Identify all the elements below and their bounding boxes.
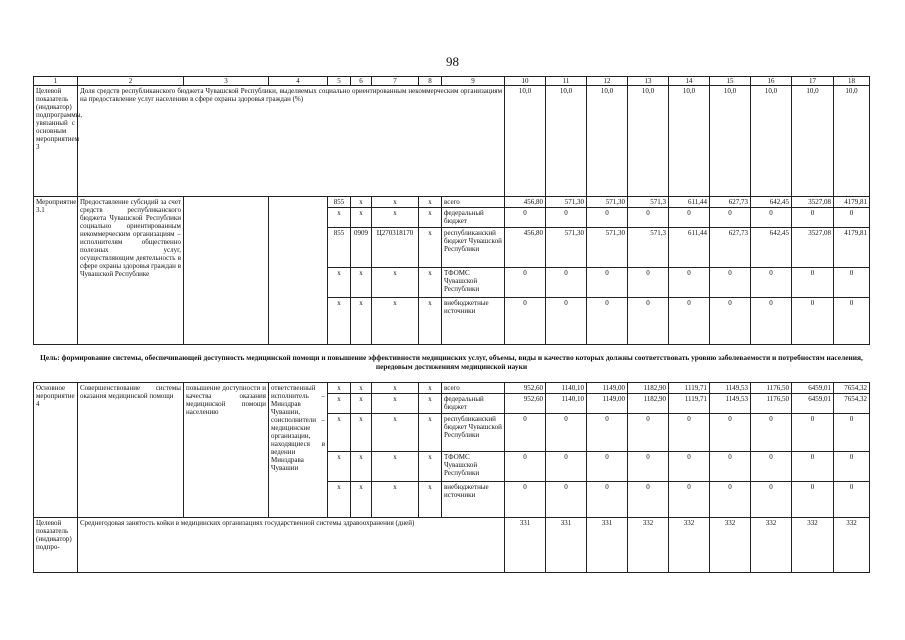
column-number: 1 xyxy=(34,77,78,86)
funding-value: 0 xyxy=(669,298,710,345)
column-number: 6 xyxy=(351,77,372,86)
indicator-value: 332 xyxy=(669,518,710,573)
funding-value: 1176,50 xyxy=(751,394,792,414)
funding-value: 6459,01 xyxy=(792,394,834,414)
funding-value: 1182,90 xyxy=(628,394,669,414)
budget-code: x xyxy=(351,394,372,414)
budget-code: x xyxy=(419,452,442,482)
funding-value: 7654,32 xyxy=(834,394,870,414)
budget-code: Ц270318170 xyxy=(372,228,419,268)
measure-description: Предоставление субсидий за счет средств республиканского бюджета Чувашской Республики социально ориентированным некоммерческим организациям – исполнителям общественно полезных услуг, осуществляющим деятельность в сфере охраны здоровья граждан в Чувашской Республике xyxy=(78,197,184,345)
funding-value: 0 xyxy=(587,452,628,482)
funding-value: 642,45 xyxy=(751,197,792,208)
funding-value: 6459,01 xyxy=(792,383,834,394)
budget-code: x xyxy=(419,228,442,268)
funding-value: 456,80 xyxy=(505,197,546,208)
funding-value: 627,73 xyxy=(710,197,751,208)
budget-code: x xyxy=(419,482,442,518)
indicator-description: Доля средств республиканского бюджета Чувашской Республики, выделяемых социально ориентированным некоммерческим организациям на предоставление услуг населению в сфере охраны здоровья граждан (%) xyxy=(78,86,505,197)
column-number: 17 xyxy=(792,77,834,86)
column-number: 13 xyxy=(628,77,669,86)
funding-value: 571,3 xyxy=(628,228,669,268)
budget-code: x xyxy=(372,383,419,394)
column-number: 8 xyxy=(419,77,442,86)
budget-code: 855 xyxy=(328,197,351,208)
column-number: 4 xyxy=(269,77,328,86)
indicator-value: 331 xyxy=(587,518,628,573)
funding-value: 0 xyxy=(792,482,834,518)
indicator-label: Целевой показатель (индикатор) подпро- xyxy=(34,518,78,573)
program-table-upper xyxy=(33,76,870,345)
column-number: 14 xyxy=(669,77,710,86)
funding-value: 0 xyxy=(505,298,546,345)
column-number: 15 xyxy=(710,77,751,86)
funding-value: 0 xyxy=(792,414,834,452)
funding-value: 0 xyxy=(751,452,792,482)
funding-value: 0 xyxy=(669,482,710,518)
funding-value: 952,60 xyxy=(505,383,546,394)
funding-value: 0 xyxy=(669,452,710,482)
funding-value: 571,3 xyxy=(628,197,669,208)
column-number: 9 xyxy=(442,77,505,86)
indicator-value: 331 xyxy=(546,518,587,573)
measure-label: Мероприятие 3.1 xyxy=(34,197,78,345)
budget-code: x xyxy=(372,452,419,482)
funding-source: федеральный бюджет xyxy=(442,208,505,228)
funding-value: 0 xyxy=(792,298,834,345)
funding-value: 0 xyxy=(669,414,710,452)
funding-value: 0 xyxy=(792,208,834,228)
funding-value: 0 xyxy=(710,298,751,345)
funding-value: 1182,90 xyxy=(628,383,669,394)
funding-source: внебюджетные источники xyxy=(442,298,505,345)
funding-value: 0 xyxy=(834,482,870,518)
funding-source: федеральный бюджет xyxy=(442,394,505,414)
indicator-value: 10,0 xyxy=(505,86,546,197)
funding-value: 0 xyxy=(587,414,628,452)
funding-source: всего xyxy=(442,383,505,394)
budget-code: x xyxy=(419,383,442,394)
column-number: 3 xyxy=(184,77,269,86)
indicator-value: 332 xyxy=(751,518,792,573)
funding-value: 7654,32 xyxy=(834,383,870,394)
budget-code: x xyxy=(372,298,419,345)
funding-value: 611,44 xyxy=(669,228,710,268)
budget-code: x xyxy=(419,298,442,345)
column-number: 7 xyxy=(372,77,419,86)
budget-code: x xyxy=(328,482,351,518)
funding-value: 0 xyxy=(792,268,834,298)
funding-value: 0 xyxy=(710,268,751,298)
column-number: 5 xyxy=(328,77,351,86)
funding-value: 4179,81 xyxy=(834,197,870,208)
funding-value: 0 xyxy=(546,482,587,518)
budget-code: x xyxy=(372,268,419,298)
measure-executor-cell xyxy=(269,197,328,345)
funding-value: 0 xyxy=(505,452,546,482)
measure-label: Основное мероприятие 4 xyxy=(34,383,78,518)
page-number: 98 xyxy=(446,54,459,69)
indicator-value: 10,0 xyxy=(834,86,870,197)
funding-value: 0 xyxy=(628,452,669,482)
funding-value: 0 xyxy=(628,208,669,228)
funding-value: 0 xyxy=(834,208,870,228)
funding-source: всего xyxy=(442,197,505,208)
funding-value: 1176,50 xyxy=(751,383,792,394)
budget-code: x xyxy=(419,414,442,452)
funding-value: 0 xyxy=(505,268,546,298)
funding-value: 571,30 xyxy=(587,228,628,268)
measure-goal-cell xyxy=(184,197,269,345)
funding-value: 0 xyxy=(628,268,669,298)
funding-value: 0 xyxy=(834,414,870,452)
column-number: 16 xyxy=(751,77,792,86)
funding-value: 627,73 xyxy=(710,228,751,268)
budget-code: x xyxy=(351,208,372,228)
funding-value: 571,30 xyxy=(546,197,587,208)
measure-goal: повышение доступности и качества оказания медицинской помощи населению xyxy=(184,383,269,518)
column-number-row xyxy=(34,77,870,86)
funding-value: 0 xyxy=(710,452,751,482)
budget-code: x xyxy=(372,197,419,208)
funding-value: 642,45 xyxy=(751,228,792,268)
funding-value: 0 xyxy=(834,298,870,345)
budget-code: x xyxy=(328,268,351,298)
funding-value: 0 xyxy=(834,452,870,482)
funding-value: 0 xyxy=(628,298,669,345)
funding-value: 1140,10 xyxy=(546,383,587,394)
indicator-value: 10,0 xyxy=(669,86,710,197)
column-number: 12 xyxy=(587,77,628,86)
funding-value: 0 xyxy=(669,208,710,228)
funding-row xyxy=(34,383,870,394)
indicator-value: 332 xyxy=(834,518,870,573)
budget-code: x xyxy=(351,383,372,394)
funding-value: 0 xyxy=(751,414,792,452)
indicator-value: 331 xyxy=(505,518,546,573)
indicator-value: 10,0 xyxy=(710,86,751,197)
funding-value: 952,60 xyxy=(505,394,546,414)
budget-code: x xyxy=(372,394,419,414)
funding-source: внебюджетные источники xyxy=(442,482,505,518)
budget-code: x xyxy=(419,394,442,414)
budget-code: x xyxy=(372,414,419,452)
funding-value: 0 xyxy=(669,268,710,298)
funding-value: 0 xyxy=(751,482,792,518)
indicator-label: Целевой показатель (индикатор) подпрограммы, увязанный с основным мероприятием 3 xyxy=(34,86,78,197)
funding-value: 0 xyxy=(587,482,628,518)
funding-value: 1119,71 xyxy=(669,383,710,394)
indicator-value: 10,0 xyxy=(587,86,628,197)
funding-value: 0 xyxy=(628,482,669,518)
indicator-value: 332 xyxy=(792,518,834,573)
funding-source: республиканский бюджет Чувашской Республики xyxy=(442,414,505,452)
funding-value: 0 xyxy=(546,452,587,482)
funding-value: 0 xyxy=(546,414,587,452)
budget-code: x xyxy=(351,298,372,345)
funding-value: 571,30 xyxy=(587,197,628,208)
funding-row xyxy=(34,197,870,208)
indicator-value: 332 xyxy=(710,518,751,573)
funding-value: 611,44 xyxy=(669,197,710,208)
funding-source: ТФОМС Чувашской Республики xyxy=(442,268,505,298)
indicator-value: 10,0 xyxy=(751,86,792,197)
funding-value: 0 xyxy=(628,414,669,452)
budget-code: x xyxy=(351,268,372,298)
budget-code: x xyxy=(372,208,419,228)
funding-value: 456,80 xyxy=(505,228,546,268)
funding-source: республиканский бюджет Чувашской Республики xyxy=(442,228,505,268)
column-number: 18 xyxy=(834,77,870,86)
funding-value: 1149,00 xyxy=(587,383,628,394)
budget-code: x xyxy=(328,383,351,394)
funding-source: ТФОМС Чувашской Республики xyxy=(442,452,505,482)
budget-code: x xyxy=(328,208,351,228)
indicator-value: 332 xyxy=(628,518,669,573)
funding-value: 3527,08 xyxy=(792,197,834,208)
funding-value: 0 xyxy=(751,298,792,345)
funding-value: 571,30 xyxy=(546,228,587,268)
column-number: 11 xyxy=(546,77,587,86)
indicator-value: 10,0 xyxy=(792,86,834,197)
funding-value: 0 xyxy=(751,208,792,228)
funding-value: 0 xyxy=(792,452,834,482)
funding-value: 0 xyxy=(751,268,792,298)
budget-code: x xyxy=(351,197,372,208)
budget-code: x xyxy=(328,414,351,452)
funding-value: 1119,71 xyxy=(669,394,710,414)
budget-code: x xyxy=(351,414,372,452)
budget-code: x xyxy=(351,452,372,482)
indicator-description: Среднегодовая занятость койки в медицинских организациях государственной системы здравоохранения (дней) xyxy=(78,518,505,573)
funding-value: 0 xyxy=(505,482,546,518)
budget-code: x xyxy=(419,197,442,208)
target-indicator-row xyxy=(34,86,870,197)
funding-value: 1149,00 xyxy=(587,394,628,414)
column-number: 2 xyxy=(78,77,184,86)
funding-value: 1140,10 xyxy=(546,394,587,414)
funding-value: 0 xyxy=(710,414,751,452)
budget-code: x xyxy=(351,482,372,518)
budget-code: x xyxy=(328,298,351,345)
budget-code: x xyxy=(328,452,351,482)
funding-value: 0 xyxy=(546,208,587,228)
funding-value: 4179,81 xyxy=(834,228,870,268)
funding-value: 3527,08 xyxy=(792,228,834,268)
funding-value: 0 xyxy=(546,268,587,298)
funding-value: 0 xyxy=(710,208,751,228)
funding-value: 0 xyxy=(834,268,870,298)
budget-code: 855 xyxy=(328,228,351,268)
funding-value: 0 xyxy=(587,268,628,298)
funding-value: 1149,53 xyxy=(710,394,751,414)
budget-code: x xyxy=(372,482,419,518)
indicator-value: 10,0 xyxy=(628,86,669,197)
funding-value: 0 xyxy=(710,482,751,518)
goal-heading: Цель: формирование системы, обеспечивающей доступность медицинской помощи и повышение эффективности медицинских услуг, объемы, виды и качество которых должны соответствовать уровню заболеваемости и потребностям населения, передовым достижениям медицинской науки xyxy=(40,353,863,371)
measure-description: Совершенствование системы оказания медицинской помощи xyxy=(78,383,184,518)
funding-value: 1149,53 xyxy=(710,383,751,394)
budget-code: x xyxy=(328,394,351,414)
funding-value: 0 xyxy=(587,298,628,345)
target-indicator-row xyxy=(34,518,870,573)
measure-executor: ответственный исполнитель – Минздрав Чувашии, соисполнители – медицинские организации, находящиеся в ведении Минздрава Чувашии xyxy=(269,383,328,518)
program-table-lower xyxy=(33,382,870,573)
budget-code: x xyxy=(419,208,442,228)
funding-value: 0 xyxy=(505,414,546,452)
budget-code: 0909 xyxy=(351,228,372,268)
funding-value: 0 xyxy=(546,298,587,345)
indicator-value: 10,0 xyxy=(546,86,587,197)
funding-value: 0 xyxy=(587,208,628,228)
funding-value: 0 xyxy=(505,208,546,228)
budget-code: x xyxy=(419,268,442,298)
column-number: 10 xyxy=(505,77,546,86)
